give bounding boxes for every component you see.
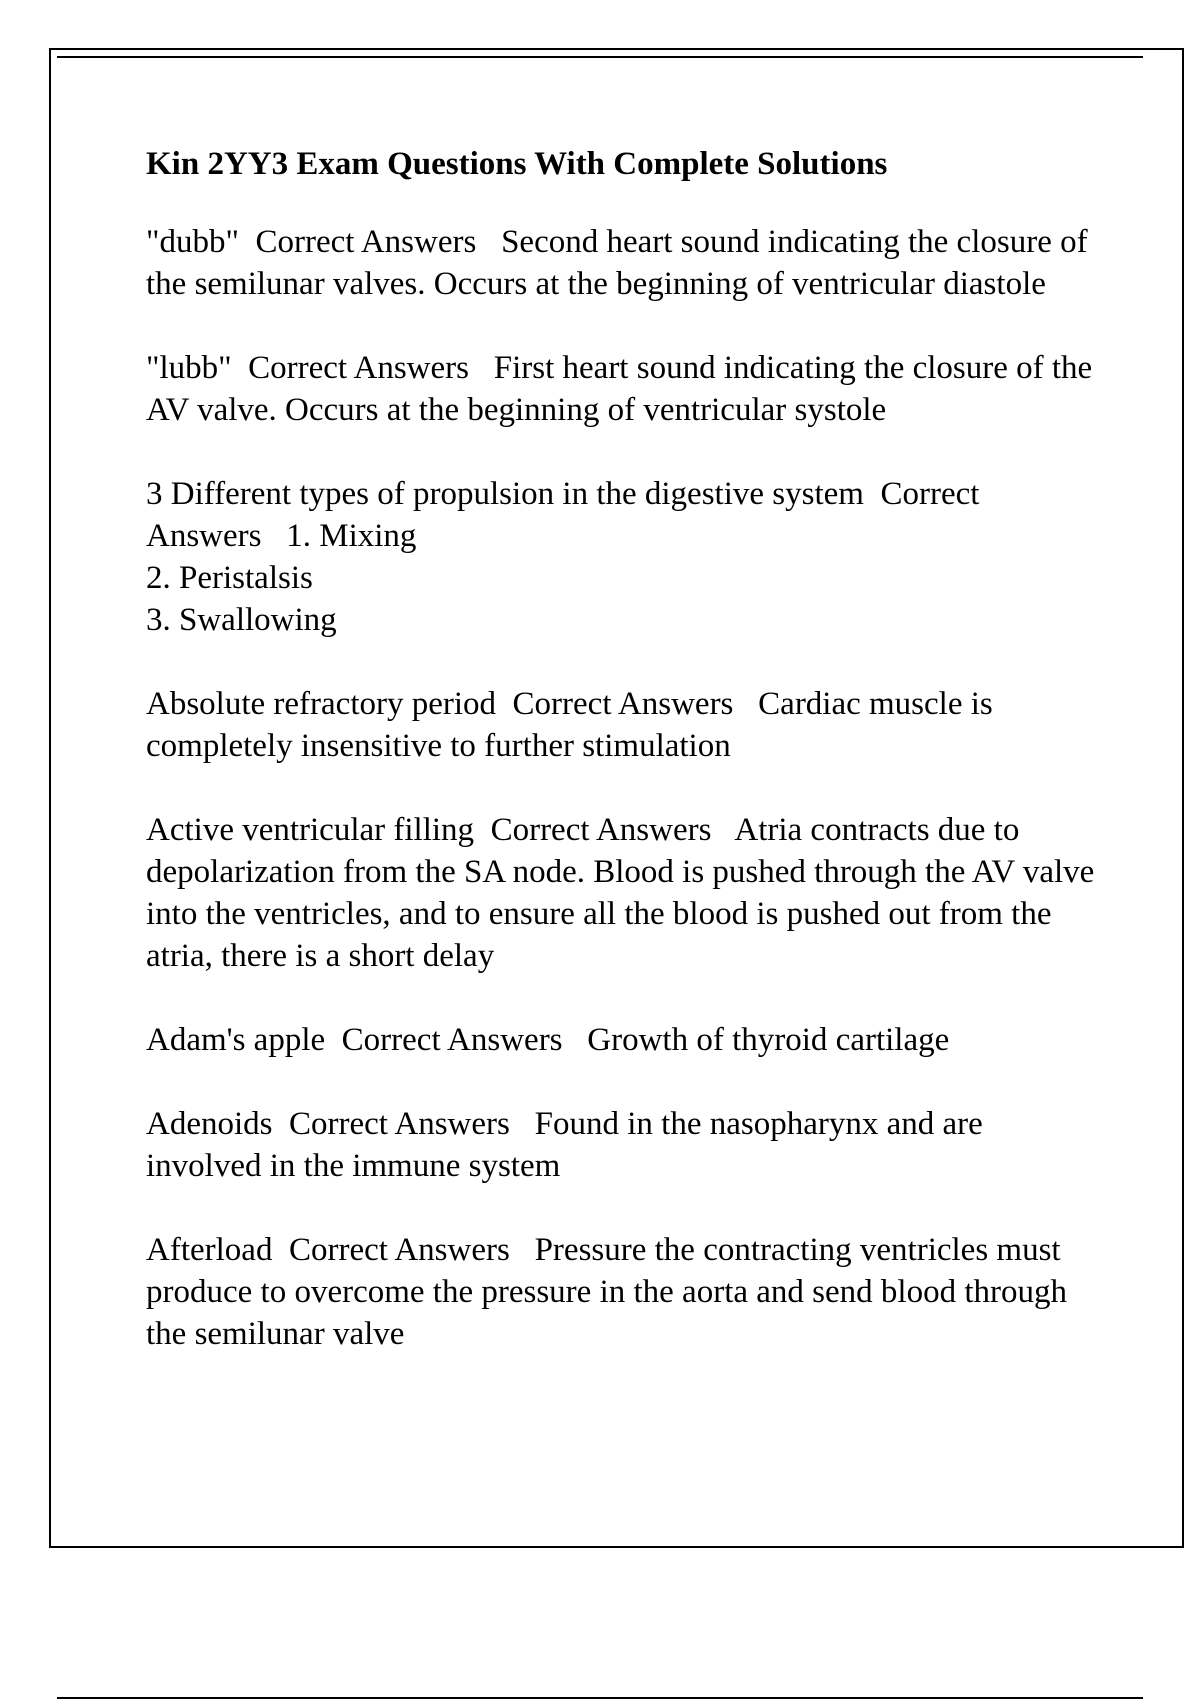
- qa-answer: Second heart sound indicating the closure of the semilunar valves. Occurs at the beginning of ventricular diastole: [146, 224, 1096, 302]
- qa-term: Adam's apple: [146, 1022, 326, 1058]
- qa-answer: Pressure the contracting ventricles must produce to overcome the pressure in the aorta and send blood through the semilunar valve: [146, 1232, 1076, 1352]
- qa-term: "lubb": [146, 350, 232, 386]
- qa-item: [146, 809, 1106, 977]
- qa-item: [146, 1229, 1106, 1355]
- qa-separator: Correct Answers: [146, 476, 986, 554]
- qa-item: [146, 683, 1106, 767]
- qa-item: [146, 1019, 1106, 1061]
- qa-item: [146, 473, 1106, 641]
- qa-answer: Cardiac muscle is completely insensitive to further stimulation: [146, 686, 1001, 764]
- qa-answer: 1. Mixing 2. Peristalsis 3. Swallowing: [146, 518, 417, 638]
- qa-separator: Correct Answers: [341, 1022, 563, 1058]
- qa-term: Absolute refractory period: [146, 686, 497, 722]
- qa-separator: Correct Answers: [248, 350, 469, 386]
- qa-separator: Correct Answers: [289, 1106, 510, 1142]
- qa-item: [146, 221, 1106, 305]
- qa-term: "dubb": [146, 224, 239, 260]
- qa-answer: Atria contracts due to depolarization from the SA node. Blood is pushed through the AV valve into the ventricles, and to ensure all the blood is pushed out from the atria, there is a short delay: [146, 812, 1103, 974]
- document-content: [146, 143, 1106, 1397]
- qa-separator: Correct Answers: [288, 1232, 510, 1268]
- document-title: Kin 2YY3 Exam Questions With Complete Solutions: [146, 146, 888, 182]
- qa-item: [146, 1103, 1106, 1187]
- qa-answer: First heart sound indicating the closure of the AV valve. Occurs at the beginning of ventricular systole: [146, 350, 1099, 428]
- qa-term: 3 Different types of propulsion in the digestive system: [146, 476, 864, 512]
- qa-term: Afterload: [146, 1232, 273, 1268]
- qa-answer: Found in the nasopharynx and are involved in the immune system: [146, 1106, 992, 1184]
- qa-answer: Growth of thyroid cartilage: [587, 1022, 950, 1058]
- bottom-rule: [57, 1697, 1143, 1699]
- qa-separator: Correct Answers: [255, 224, 477, 260]
- qa-term: Adenoids: [146, 1106, 273, 1142]
- qa-item: [146, 347, 1106, 431]
- qa-separator: Correct Answers: [490, 812, 712, 848]
- qa-separator: Correct Answers: [512, 686, 734, 722]
- qa-term: Active ventricular filling: [146, 812, 475, 848]
